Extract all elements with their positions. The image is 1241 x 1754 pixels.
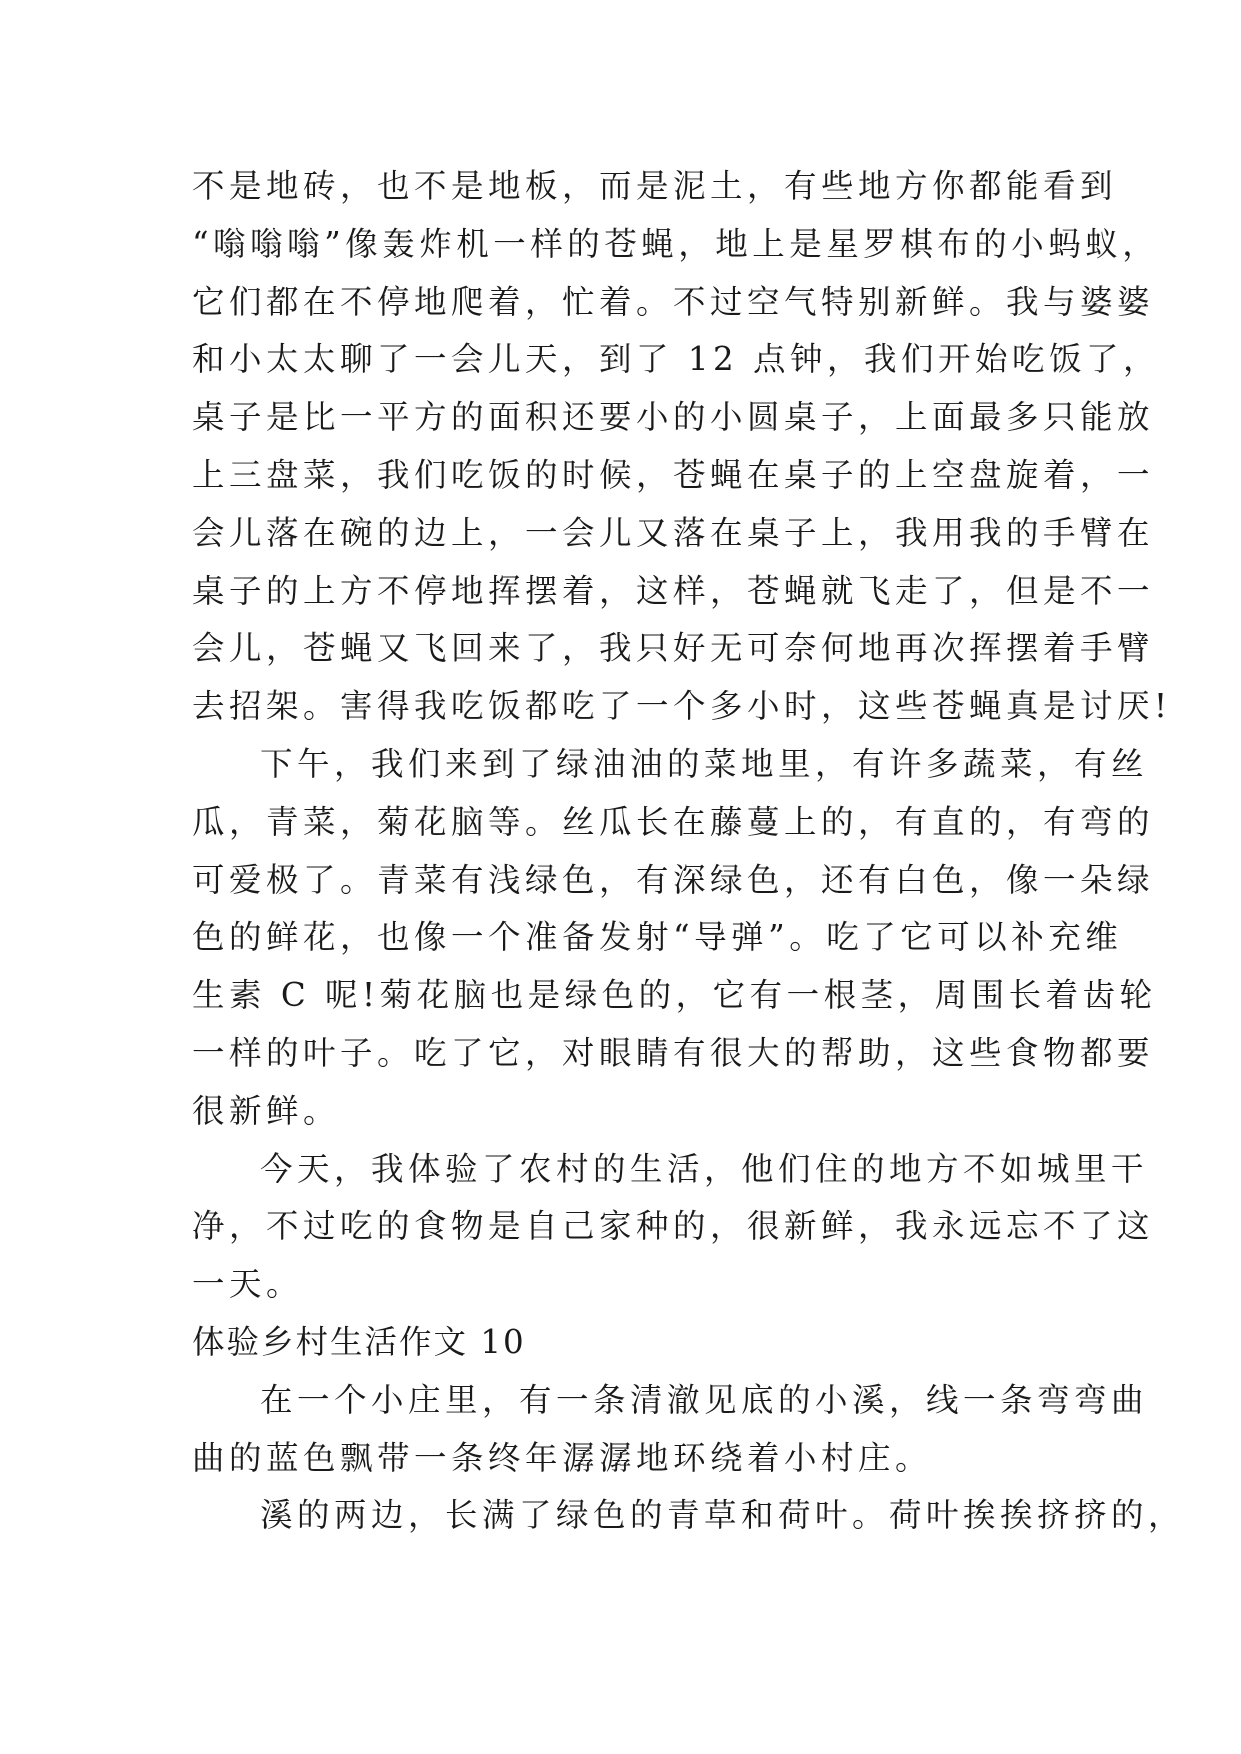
paragraph-start-line: 下午，我们来到了绿油油的菜地里，有许多蔬菜，有丝 [260,744,1149,783]
text-line: 上三盘菜，我们吃饭的时候，苍蝇在桌子的上空盘旋着，一 [192,455,1155,494]
text-line: 一天。 [192,1265,304,1304]
text-line: 桌子的上方不停地挥摆着，这样，苍蝇就飞走了，但是不一 [192,571,1155,610]
text-line: 会儿，苍蝇又飞回来了，我只好无可奈何地再次挥摆着手臂 [192,629,1155,668]
paragraph-start-line: 溪的两边，长满了绿色的青草和荷叶。荷叶挨挨挤挤的， [260,1496,1186,1535]
text-line: 曲的蓝色飘带一条终年潺潺地环绕着小村庄。 [192,1438,933,1477]
essay-body [192,158,1186,1545]
text-line: 和小太太聊了一会儿天，到了 12 点钟，我们开始吃饭了， [192,340,1161,379]
text-line: 会儿落在碗的边上，一会儿又落在桌子上，我用我的手臂在 [192,513,1155,552]
text-line: 很新鲜。 [192,1091,341,1130]
text-line: 净，不过吃的食物是自己家种的，很新鲜，我永远忘不了这 [192,1207,1155,1246]
text-line: “嗡嗡嗡”像轰炸机一样的苍蝇，地上是星罗棋布的小蚂蚁， [192,224,1160,263]
text-line: 可爱极了。青菜有浅绿色，有深绿色，还有白色，像一朵绿 [192,860,1155,899]
text-line: 桌子是比一平方的面积还要小的小圆桌子，上面最多只能放 [192,398,1155,437]
text-line: 瓜，青菜，菊花脑等。丝瓜长在藤蔓上的，有直的，有弯的 [192,802,1155,841]
text-line: 一样的叶子。吃了它，对眼睛有很大的帮助，这些食物都要 [192,1033,1155,1072]
text-line: 它们都在不停地爬着，忙着。不过空气特别新鲜。我与婆婆 [192,282,1155,321]
text-line: 生素 C 呢!菊花脑也是绿色的，它有一根茎，周围长着齿轮 [192,976,1157,1015]
text-line: 不是地砖，也不是地板，而是泥土，有些地方你都能看到 [192,167,1118,205]
paragraph-start-line: 在一个小庄里，有一条清澈见底的小溪，线一条弯弯曲 [260,1380,1149,1419]
paragraph-start-line: 今天，我体验了农村的生活，他们住的地方不如城里干 [260,1149,1149,1188]
text-line: 去招架。害得我吃饭都吃了一个多小时，这些苍蝇真是讨厌! [192,687,1172,726]
section-heading: 体验乡村生活作文 10 [192,1322,526,1361]
text-line: 色的鲜花，也像一个准备发射“导弹”。吃了它可以补充维 [192,918,1123,957]
